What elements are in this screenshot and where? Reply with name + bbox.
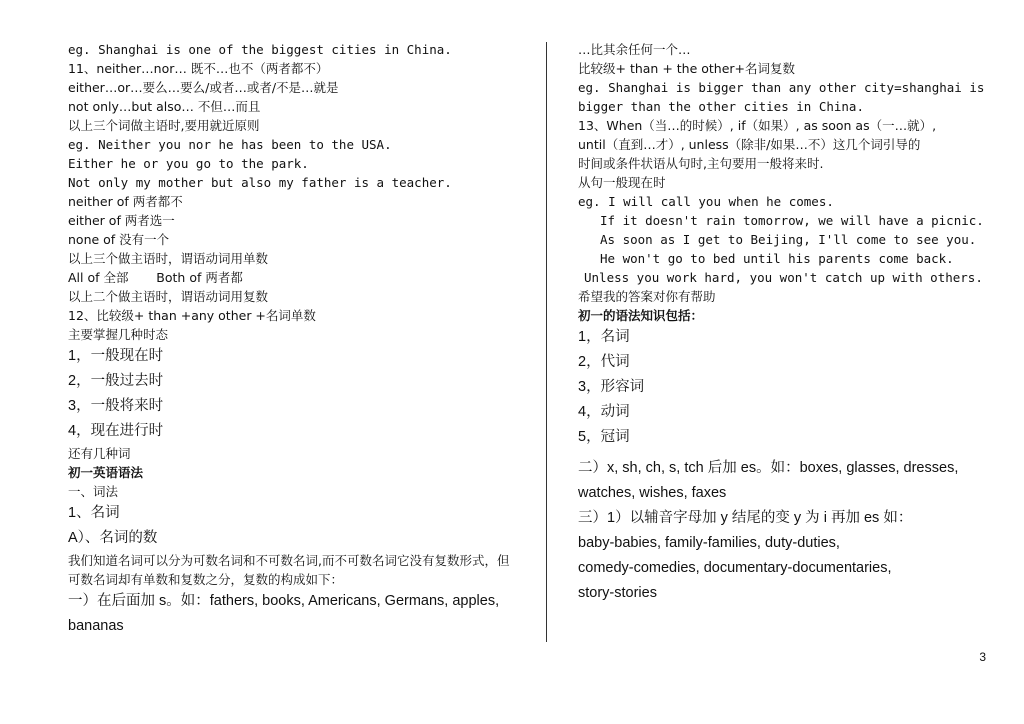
text-line: Unless you work hard, you won't catch up with others. (584, 270, 983, 285)
text-line: 4，动词 (578, 404, 630, 420)
text-line: A）、名词的数 (68, 530, 158, 546)
text-line: 3，一般将来时 (68, 398, 164, 414)
text-line: As soon as I get to Beijing, I'll come to see you. (600, 232, 977, 247)
text-line: 希望我的答案对你有帮助 (578, 289, 716, 304)
text-line: He won't go to bed until his parents come back. (600, 251, 954, 266)
text-line: 4，现在进行时 (68, 423, 164, 439)
text-line: either…or…要么…要么/或者…或者/不是…就是 (68, 80, 339, 95)
text-line: bananas (68, 618, 124, 634)
text-line: bigger than the other cities in China. (578, 99, 864, 114)
text-line: either of 两者选一 (68, 213, 175, 228)
section-heading: 初一的语法知识包括： (578, 308, 704, 323)
text-line: 1，名词 (578, 329, 630, 345)
text-line: 5，冠词 (578, 429, 630, 445)
text-line: Not only my mother but also my father is a teacher. (68, 175, 452, 190)
text-paragraph: 我们知道名词可以分为可数名词和不可数名词,而不可数名词它没有复数形式，但可数名词却有单数和复数之分，复数的构成如下： (68, 553, 510, 587)
text-line: 时间或条件状语从句时,主句要用一般将来时. (578, 156, 824, 171)
text-line: 以上三个做主语时，谓语动词用单数 (68, 251, 269, 266)
text-line: comedy-comedies, documentary-documentaries, (578, 560, 892, 576)
page-number: 3 (979, 650, 986, 664)
text-line: 12、比较级+ than +any other +名词单数 (68, 308, 316, 323)
column-divider (546, 42, 547, 642)
text-line: 13、When（当…的时候）, if（如果）, as soon as（一…就）, (578, 118, 937, 133)
text-line: 比较级+ than + the other+名词复数 (578, 61, 796, 76)
text-line: 2，代词 (578, 354, 630, 370)
text-line: 还有几种词 (68, 446, 131, 461)
section-heading: 初一英语语法 (68, 465, 144, 480)
text-line: 以上三个词做主语时,要用就近原则 (68, 118, 260, 133)
text-line: 1，一般现在时 (68, 348, 164, 364)
text-line: 从句一般现在时 (578, 175, 666, 190)
text-line: 3，形容词 (578, 379, 645, 395)
text-line: story-stories (578, 585, 657, 601)
text-line: 三）1）以辅音字母加 y 结尾的变 y 为 i 再加 es 如： (578, 510, 913, 526)
text-line: 11、neither…nor… 既不…也不（两者都不） (68, 61, 329, 76)
left-column (68, 40, 538, 639)
text-line: Either he or you go to the park. (68, 156, 309, 171)
text-line: eg. I will call you when he comes. (578, 194, 834, 209)
right-column (578, 40, 998, 606)
text-line: watches, wishes, faxes (578, 485, 727, 501)
text-line: …比其余任何一个… (578, 42, 691, 57)
text-line: 以上二个做主语时，谓语动词用复数 (68, 289, 269, 304)
text-line: baby-babies, family-families, duty-duties, (578, 535, 840, 551)
text-line: until（直到…才）, unless（除非/如果…不）这几个词引导的 (578, 137, 921, 152)
text-line: 1、名词 (68, 505, 120, 521)
text-line: neither of 两者都不 (68, 194, 183, 209)
text-line: If it doesn't rain tomorrow, we will have a picnic. (600, 213, 984, 228)
text-line: 一）在后面加 s。如：fathers, books, Americans, Germans, apples, (68, 593, 500, 609)
text-line: eg. Shanghai is one of the biggest cities in China. (68, 42, 452, 57)
text-line: not only…but also… 不但…而且 (68, 99, 261, 114)
text-line: 二）x, sh, ch, s, tch 后加 es。如：boxes, glasses, dresses, (578, 460, 959, 476)
text-line: eg. Neither you nor he has been to the USA. (68, 137, 392, 152)
text-line: 主要掌握几种时态 (68, 327, 169, 342)
text-line: none of 没有一个 (68, 232, 170, 247)
text-line: eg. Shanghai is bigger than any other city=shanghai is (578, 80, 985, 95)
text-line: 一、词法 (68, 484, 119, 499)
text-line: All of 全部 Both of 两者都 (68, 270, 243, 285)
text-line: 2，一般过去时 (68, 373, 164, 389)
